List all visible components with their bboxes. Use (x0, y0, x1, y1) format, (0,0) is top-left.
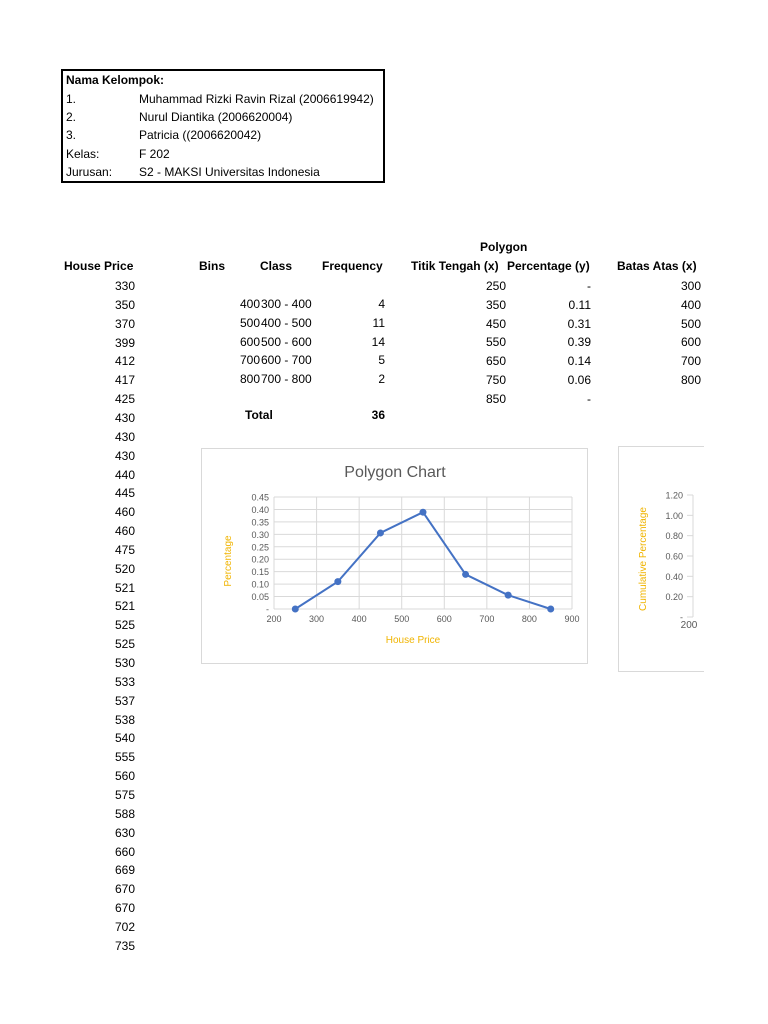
member-name: Muhammad Rizki Ravin Rizal (2006619942) (139, 92, 374, 106)
member-no: 2. (66, 110, 77, 124)
frequency-header: Frequency (322, 259, 383, 273)
percentage-cell: 0.06 (567, 373, 591, 387)
class-header: Class (260, 259, 293, 273)
midpoint-cell: 350 (485, 297, 506, 312)
house-price-cell: 445 (114, 486, 135, 501)
percentage-cell: 0.39 (567, 335, 591, 350)
percentage-cell: 0.31 (567, 316, 591, 331)
house-price-cell: 460 (114, 505, 135, 520)
house-price-cell: 399 (114, 335, 135, 350)
data-point (547, 606, 554, 613)
data-point (377, 529, 384, 536)
percentage-header: Percentage (y) (507, 259, 590, 273)
house-price-cell: 575 (114, 787, 135, 802)
house-price-cell: 430 (114, 448, 135, 463)
batas-atas-cell: 800 (680, 373, 701, 387)
y-axis-label: Percentage (223, 535, 234, 587)
house-price-header: House Price (64, 259, 134, 273)
batas-atas-cell: 400 (680, 297, 701, 312)
x-tick-label: 600 (436, 614, 452, 624)
x-tick-label: 800 (521, 614, 537, 624)
house-price-cell: 412 (114, 354, 135, 369)
batas-atas-cell: 700 (680, 354, 701, 369)
percentage-cell: - (587, 279, 591, 293)
polygon-chart-svg (202, 449, 587, 663)
house-price-cell: 417 (114, 373, 135, 388)
house-price-cell: 735 (114, 938, 135, 953)
total-label: Total (245, 408, 273, 422)
y-tick-label: 0.40 (251, 504, 269, 515)
cumulative-y-tick-label: 0.80 (665, 531, 683, 542)
house-price-cell: 555 (114, 750, 135, 765)
total-value: 36 (371, 408, 385, 422)
polygon-header: Polygon (480, 240, 528, 254)
house-price-cell: 350 (114, 297, 135, 312)
class-cell: 600 - 700 (261, 353, 312, 368)
bin-cell: 500 (239, 315, 260, 330)
x-tick-label: 300 (309, 614, 325, 624)
house-price-cell: 520 (114, 561, 135, 576)
data-point (462, 571, 469, 578)
percentage-cell: 0.11 (568, 297, 591, 312)
house-price-cell: 530 (114, 656, 135, 670)
cumulative-y-tick-label: 0.40 (665, 571, 683, 582)
midpoint-cell: 250 (485, 279, 506, 293)
kelas-label: Kelas: (66, 147, 100, 161)
midpoint-cell: 750 (485, 373, 506, 387)
house-price-cell: 521 (114, 599, 135, 614)
x-tick-label: 400 (351, 614, 367, 624)
house-price-cell: 538 (114, 712, 135, 727)
data-point (420, 509, 427, 516)
group-title: Nama Kelompok: (66, 73, 165, 87)
midpoint-cell: 550 (485, 335, 506, 350)
batas-atas-header: Batas Atas (x) (617, 259, 697, 273)
cumulative-y-tick-label: 0.60 (665, 551, 683, 562)
cumulative-y-axis-label: Cumulative Percentage (638, 507, 649, 611)
series-line (295, 512, 550, 609)
titik-tengah-header: Titik Tengah (x) (411, 259, 499, 273)
class-cell: 500 - 600 (261, 334, 312, 349)
house-price-cell: 525 (114, 637, 135, 652)
x-axis-label: House Price (385, 635, 441, 646)
cumulative-y-tick-label: 1.00 (665, 510, 683, 521)
y-tick-label: 0.05 (251, 592, 269, 603)
bin-cell: 800 (239, 372, 260, 387)
house-price-cell: 702 (114, 919, 135, 934)
house-price-cell: 533 (114, 674, 135, 689)
bin-cell: 700 (239, 353, 260, 368)
y-tick-label: 0.10 (251, 579, 269, 590)
house-price-cell: 560 (114, 769, 135, 784)
x-tick-label: 200 (266, 614, 282, 624)
house-price-cell: 440 (114, 467, 135, 482)
frequency-cell: 11 (372, 315, 385, 330)
jurusan-value: S2 - MAKSI Universitas Indonesia (139, 165, 320, 179)
y-tick-label: 0.15 (251, 567, 269, 578)
bins-header: Bins (199, 259, 226, 273)
house-price-cell: 425 (114, 392, 135, 407)
house-price-cell: 540 (114, 731, 135, 746)
cumulative-y-tick-label: 1.20 (665, 490, 683, 501)
y-tick-label: 0.35 (251, 517, 269, 528)
data-point (505, 592, 512, 599)
midpoint-cell: 650 (485, 354, 506, 369)
cumulative-chart-svg (619, 447, 704, 671)
house-price-cell: 330 (114, 279, 135, 293)
y-tick-label: - (266, 604, 269, 615)
house-price-cell: 630 (114, 825, 135, 840)
cumulative-y-tick-label: - (680, 612, 683, 623)
house-price-cell: 475 (114, 542, 135, 557)
frequency-cell: 2 (378, 372, 385, 387)
frequency-cell: 4 (378, 297, 385, 311)
midpoint-cell: 850 (485, 391, 506, 406)
y-tick-label: 0.25 (251, 542, 269, 553)
bin-cell: 600 (239, 334, 260, 349)
cumulative-y-tick-label: 0.20 (665, 592, 683, 603)
house-price-cell: 670 (114, 882, 135, 897)
house-price-cell: 521 (114, 580, 135, 595)
y-tick-label: 0.30 (251, 529, 269, 540)
data-point (334, 578, 341, 585)
member-name: Patricia ((2006620042) (139, 128, 262, 142)
house-price-cell: 537 (114, 693, 135, 708)
class-cell: 300 - 400 (261, 297, 312, 311)
group-info-box (61, 69, 385, 183)
house-price-cell: 669 (114, 863, 135, 878)
frequency-cell: 5 (378, 353, 385, 368)
class-cell: 400 - 500 (261, 315, 312, 330)
chart-title: Polygon Chart (344, 464, 446, 481)
percentage-cell: 0.14 (567, 354, 591, 369)
polygon-chart (201, 448, 588, 664)
house-price-cell: 660 (114, 844, 135, 859)
x-tick-label: 500 (394, 614, 410, 624)
frequency-cell: 14 (371, 334, 385, 349)
data-point (292, 606, 299, 613)
y-tick-label: 0.45 (251, 492, 269, 503)
kelas-value: F 202 (139, 147, 170, 161)
house-price-cell: 670 (114, 901, 135, 916)
batas-atas-cell: 300 (680, 279, 701, 293)
x-tick-label: 200 (680, 620, 698, 631)
cumulative-chart (618, 446, 704, 672)
house-price-cell: 525 (114, 618, 135, 633)
class-cell: 700 - 800 (261, 372, 312, 387)
bin-cell: 400 (239, 297, 260, 311)
member-no: 3. (66, 128, 77, 142)
midpoint-cell: 450 (485, 316, 506, 331)
y-tick-label: 0.20 (251, 554, 269, 565)
house-price-cell: 588 (114, 806, 135, 821)
member-name: Nurul Diantika (2006620004) (139, 110, 293, 124)
house-price-cell: 370 (114, 316, 135, 331)
house-price-cell: 460 (114, 524, 135, 539)
member-no: 1. (66, 92, 77, 106)
x-tick-label: 700 (479, 614, 495, 624)
batas-atas-cell: 500 (680, 316, 701, 331)
house-price-cell: 430 (114, 410, 135, 425)
x-tick-label: 900 (564, 614, 580, 624)
jurusan-label: Jurusan: (66, 165, 113, 179)
house-price-cell: 430 (114, 429, 135, 444)
batas-atas-cell: 600 (680, 335, 701, 350)
percentage-cell: - (587, 391, 591, 406)
